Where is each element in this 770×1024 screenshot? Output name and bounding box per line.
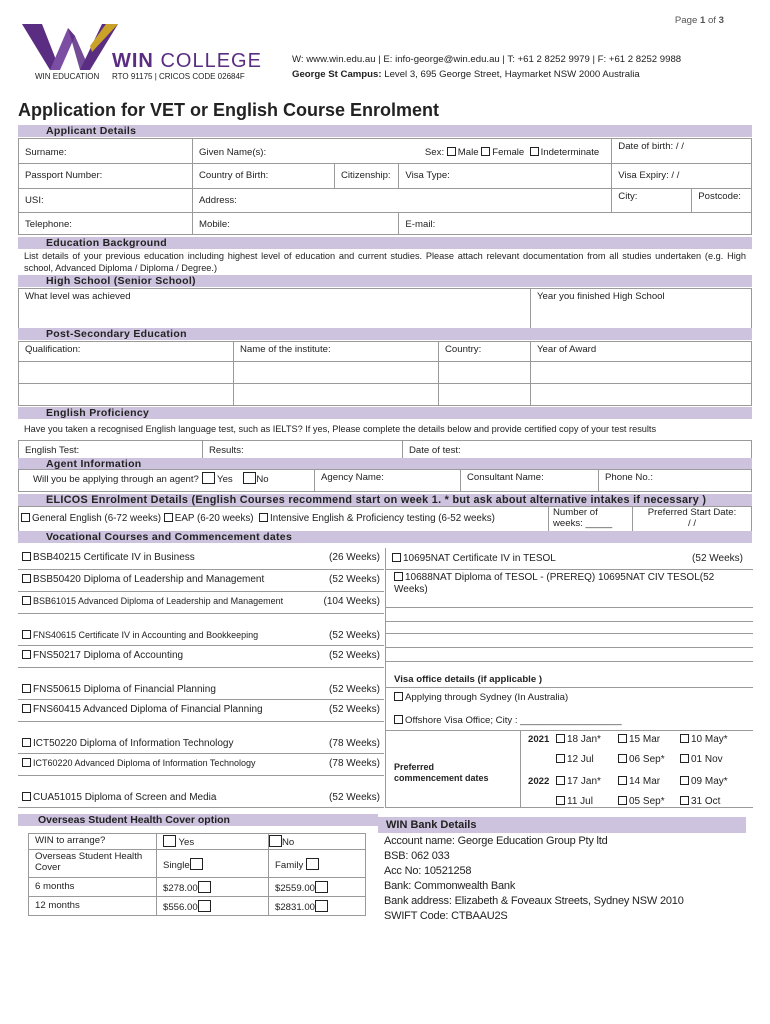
course-row[interactable] — [18, 646, 384, 668]
course-name: FNS40615 Certificate IV in Accounting and Bookkeeping — [33, 630, 259, 640]
course-name: ICT50220 Diploma of Information Technology — [33, 738, 234, 749]
oshc-6m-family-checkbox[interactable] — [315, 881, 328, 893]
oshc-12m-single-checkbox[interactable] — [198, 900, 211, 912]
agent-yes-checkbox[interactable] — [202, 472, 215, 484]
course-checkbox[interactable] — [22, 596, 31, 605]
country-cell-1[interactable] — [439, 362, 531, 384]
course-weeks: (52 Weeks) — [329, 704, 380, 715]
date-checkbox[interactable] — [556, 754, 565, 763]
bank-account-number: Acc No: 10521258 — [384, 865, 472, 877]
section-applicant-details: Applicant Details — [18, 125, 752, 137]
page-number: Page 1 of 3 — [674, 15, 724, 26]
vocational-right-column — [385, 548, 752, 808]
oshc-6m-single-checkbox[interactable] — [198, 881, 211, 893]
course-row[interactable] — [18, 548, 384, 570]
email-field[interactable]: E-mail: — [399, 213, 752, 235]
year-2021: 2021 — [528, 734, 550, 745]
course-checkbox[interactable] — [22, 630, 31, 639]
year-2022: 2022 — [528, 776, 550, 787]
course-name: BSB50420 Diploma of Leadership and Management — [33, 574, 265, 585]
commencement-dates: Preferred commencement dates 2021 2022 18 Jan* 15 Mar 10 May* 12 Jul 06 Sep* 01 Nov 17 Jan* 14 Mar 09 May* 11 Jul 05 Sep* 31 Oct — [386, 730, 753, 808]
course-checkbox[interactable] — [22, 704, 31, 713]
agency-name-field[interactable]: Agency Name: — [315, 470, 461, 492]
post-secondary-table — [18, 341, 752, 406]
visa-office-title: Visa office details (if applicable ) — [394, 674, 543, 685]
qualification-header: Qualification: — [19, 342, 234, 362]
section-elicos: ELICOS Enrolment Details (English Courses recommend start on week 1. * but ask about alternative intakes if necessary ) — [18, 494, 752, 506]
oshc-table — [28, 833, 366, 916]
agent-table — [18, 469, 752, 492]
english-table — [18, 440, 752, 459]
date-checkbox[interactable] — [680, 796, 689, 805]
year-award-header: Year of Award — [531, 342, 752, 362]
course-row[interactable] — [18, 592, 384, 614]
female-checkbox[interactable] — [481, 147, 490, 156]
date-checkbox[interactable] — [680, 754, 689, 763]
course-weeks: (104 Weeks) — [323, 596, 380, 607]
date-checkbox[interactable] — [618, 734, 627, 743]
course-checkbox[interactable] — [22, 574, 31, 583]
course-weeks: (52 Weeks) — [329, 792, 380, 803]
oshc-12m-family-checkbox[interactable] — [315, 900, 328, 912]
course-row[interactable] — [18, 626, 384, 646]
hs-year-field[interactable]: Year you finished High School — [531, 289, 752, 329]
oshc-family-option[interactable]: Family — [269, 850, 366, 878]
course-name: BSB61015 Advanced Diploma of Leadership and Management — [33, 596, 284, 606]
visa-sydney-checkbox[interactable] — [394, 692, 403, 701]
course-checkbox[interactable] — [22, 792, 31, 801]
course-weeks: (52 Weeks) — [329, 650, 380, 661]
oshc-12-months-family[interactable]: $2831.00 — [269, 897, 366, 916]
qualification-cell-1[interactable] — [19, 362, 234, 384]
institute-cell-1[interactable] — [234, 362, 439, 384]
section-oshc: Overseas Student Health Cover option — [18, 814, 378, 826]
date-checkbox[interactable] — [680, 734, 689, 743]
year-cell-2[interactable] — [531, 384, 752, 406]
date-checkbox[interactable] — [618, 776, 627, 785]
bank-swift: SWIFT Code: CTBAAU2S — [384, 910, 508, 922]
high-school-table — [18, 288, 752, 329]
course-weeks: (78 Weeks) — [329, 738, 380, 749]
male-checkbox[interactable] — [447, 147, 456, 156]
oshc-family-checkbox[interactable] — [306, 858, 319, 870]
course-weeks: (26 Weeks) — [329, 552, 380, 563]
preferred-start-date-field[interactable]: Preferred Start Date: / / — [633, 507, 752, 532]
contact-line: W: www.win.edu.au | E: info-george@win.edu.au | T: +61 2 8252 9979 | F: +61 2 8252 9988 — [292, 54, 682, 65]
oshc-6-months-label: 6 months — [29, 878, 157, 897]
hs-level-field[interactable]: What level was achieved — [19, 289, 531, 329]
date-checkbox[interactable] — [618, 796, 627, 805]
tesol-diploma-row[interactable]: 10688NAT Diploma of TESOL - (PREREQ) 10695NAT CIV TESOL(52 Weeks) — [386, 570, 753, 608]
visa-expiry-field[interactable]: Visa Expiry: / / — [612, 164, 752, 189]
oshc-yes-checkbox[interactable] — [163, 835, 176, 847]
course-row[interactable] — [18, 680, 384, 700]
number-of-weeks-field[interactable]: Number of weeks: _____ — [549, 507, 633, 532]
english-question: Have you taken a recognised English language test, such as IELTS? If yes, Please complete the details below and provide certified copy of your test results — [24, 424, 657, 434]
eap-checkbox[interactable] — [164, 513, 173, 522]
agent-no-checkbox[interactable] — [243, 472, 256, 484]
oshc-no-checkbox[interactable] — [269, 835, 282, 847]
country-of-birth-field[interactable]: Country of Birth: — [193, 164, 335, 189]
citizenship-field[interactable]: Citizenship: — [335, 164, 399, 189]
indeterminate-checkbox[interactable] — [530, 147, 539, 156]
section-education-background: Education Background — [18, 237, 752, 249]
bank-address: Bank address: Elizabeth & Foveaux Streets, Sydney NSW 2010 — [384, 895, 684, 907]
tesol-cert-checkbox[interactable] — [392, 553, 401, 562]
oshc-6-months-family[interactable]: $2559.00 — [269, 878, 366, 897]
applicant-table — [18, 138, 752, 235]
postcode-field[interactable]: Postcode: — [692, 189, 752, 213]
section-agent-information: Agent Information — [18, 458, 752, 470]
course-name: CUA51015 Diploma of Screen and Media — [33, 792, 217, 803]
tesol-cert-row[interactable]: 10695NAT Certificate IV in TESOL (52 Weeks) — [386, 548, 753, 570]
education-note: List details of your previous education including highest level of education and current studies. Please attach relevant documentation from all studies undertaken (e.g. High school, Advanced Diploma / Diploma / Degree.) — [24, 251, 746, 273]
section-english-proficiency: English Proficiency — [18, 407, 752, 419]
phone-field[interactable]: Phone No.: — [599, 470, 752, 492]
course-checkbox[interactable] — [22, 738, 31, 747]
date-checkbox[interactable] — [556, 734, 565, 743]
oshc-yes-option[interactable]: Yes — [157, 834, 269, 850]
institute-header: Name of the institute: — [234, 342, 439, 362]
course-weeks: (52 Weeks) — [329, 574, 380, 585]
preferred-commencement-label: Preferred commencement dates — [386, 730, 521, 808]
course-name: BSB40215 Certificate IV in Business — [33, 552, 195, 563]
english-test-field[interactable]: English Test: — [19, 441, 203, 459]
oshc-12-months-label: 12 months — [29, 897, 157, 916]
usi-field[interactable]: USI: — [19, 189, 193, 213]
tesol-diploma-checkbox[interactable] — [394, 572, 403, 581]
course-weeks: (78 Weeks) — [329, 758, 380, 769]
city-field[interactable]: City: — [612, 189, 692, 213]
course-row[interactable] — [18, 788, 384, 808]
date-checkbox[interactable] — [618, 754, 627, 763]
visa-type-field[interactable]: Visa Type: — [399, 164, 612, 189]
course-weeks: (52 Weeks) — [329, 630, 380, 641]
section-bank-details: WIN Bank Details — [378, 817, 746, 833]
win-logo-mark-icon — [20, 22, 120, 74]
passport-field[interactable]: Passport Number: — [19, 164, 193, 189]
oshc-single-option[interactable]: Single — [157, 850, 269, 878]
dob-field[interactable]: Date of birth: / / — [612, 139, 752, 164]
visa-sydney-option[interactable]: Applying through Sydney (In Australia) — [386, 687, 753, 707]
surname-field[interactable]: Surname: — [19, 139, 193, 164]
course-row[interactable] — [18, 700, 384, 722]
campus-address: George St Campus: Level 3, 695 George Street, Haymarket NSW 2000 Australia — [292, 69, 640, 80]
win-logo: WIN COLLEGE WIN EDUCATION RTO 91175 | CRICOS CODE 02684F — [20, 22, 260, 84]
course-weeks: (52 Weeks) — [329, 684, 380, 695]
mobile-field[interactable]: Mobile: — [193, 213, 399, 235]
intensive-english-checkbox[interactable] — [259, 513, 268, 522]
qualification-cell-2[interactable] — [19, 384, 234, 406]
sex-field[interactable]: Sex: Male Female Indeterminate — [399, 139, 612, 164]
course-row[interactable] — [18, 570, 384, 592]
section-post-secondary: Post-Secondary Education — [18, 328, 752, 340]
oshc-no-option[interactable]: No — [269, 834, 366, 850]
course-name: FNS60415 Advanced Diploma of Financial Planning — [33, 704, 263, 715]
section-high-school: High School (Senior School) — [18, 275, 752, 287]
date-of-test-field[interactable]: Date of test: — [403, 441, 752, 459]
bank-name: Bank: Commonwealth Bank — [384, 880, 516, 892]
visa-offshore-option[interactable]: Offshore Visa Office; City : ___________________ — [386, 707, 753, 731]
oshc-single-checkbox[interactable] — [190, 858, 203, 870]
institute-cell-2[interactable] — [234, 384, 439, 406]
course-row[interactable] — [18, 734, 384, 754]
country-cell-2[interactable] — [439, 384, 531, 406]
course-checkbox[interactable] — [22, 650, 31, 659]
telephone-field[interactable]: Telephone: — [19, 213, 193, 235]
bank-account-name: Account name: George Education Group Pty ltd — [384, 835, 608, 847]
elicos-options: General English (6-72 weeks) EAP (6-20 weeks) Intensive English & Proficiency testing (6-52 weeks) — [19, 507, 549, 532]
course-checkbox[interactable] — [22, 684, 31, 693]
oshc-arrange-label: WIN to arrange? — [29, 834, 157, 850]
date-checkbox[interactable] — [680, 776, 689, 785]
agent-question: Will you be applying through an agent? Yes No — [19, 470, 315, 492]
course-name: ICT60220 Advanced Diploma of Information Technology — [33, 758, 256, 768]
course-name: FNS50217 Diploma of Accounting — [33, 650, 184, 661]
visa-offshore-checkbox[interactable] — [394, 715, 403, 724]
date-checkbox[interactable] — [556, 796, 565, 805]
bank-details — [384, 834, 684, 924]
oshc-6-months-single[interactable]: $278.00 — [157, 878, 269, 897]
year-cell-1[interactable] — [531, 362, 752, 384]
country-header: Country: — [439, 342, 531, 362]
course-name: FNS50615 Diploma of Financial Planning — [33, 684, 216, 695]
elicos-table — [18, 506, 752, 532]
oshc-cover-label: Overseas Student Health Cover — [29, 850, 157, 878]
oshc-12-months-single[interactable]: $556.00 — [157, 897, 269, 916]
general-english-checkbox[interactable] — [21, 513, 30, 522]
date-checkbox[interactable] — [556, 776, 565, 785]
page-title: Application for VET or English Course Enrolment — [18, 100, 440, 120]
results-field[interactable]: Results: — [203, 441, 403, 459]
address-field[interactable]: Address: — [193, 189, 612, 213]
course-row[interactable] — [18, 754, 384, 776]
course-checkbox[interactable] — [22, 552, 31, 561]
section-vocational-courses: Vocational Courses and Commencement dates — [18, 531, 752, 543]
consultant-name-field[interactable]: Consultant Name: — [461, 470, 599, 492]
course-checkbox[interactable] — [22, 758, 31, 767]
bank-bsb: BSB: 062 033 — [384, 850, 450, 862]
given-names-field[interactable]: Given Name(s): — [193, 139, 399, 164]
